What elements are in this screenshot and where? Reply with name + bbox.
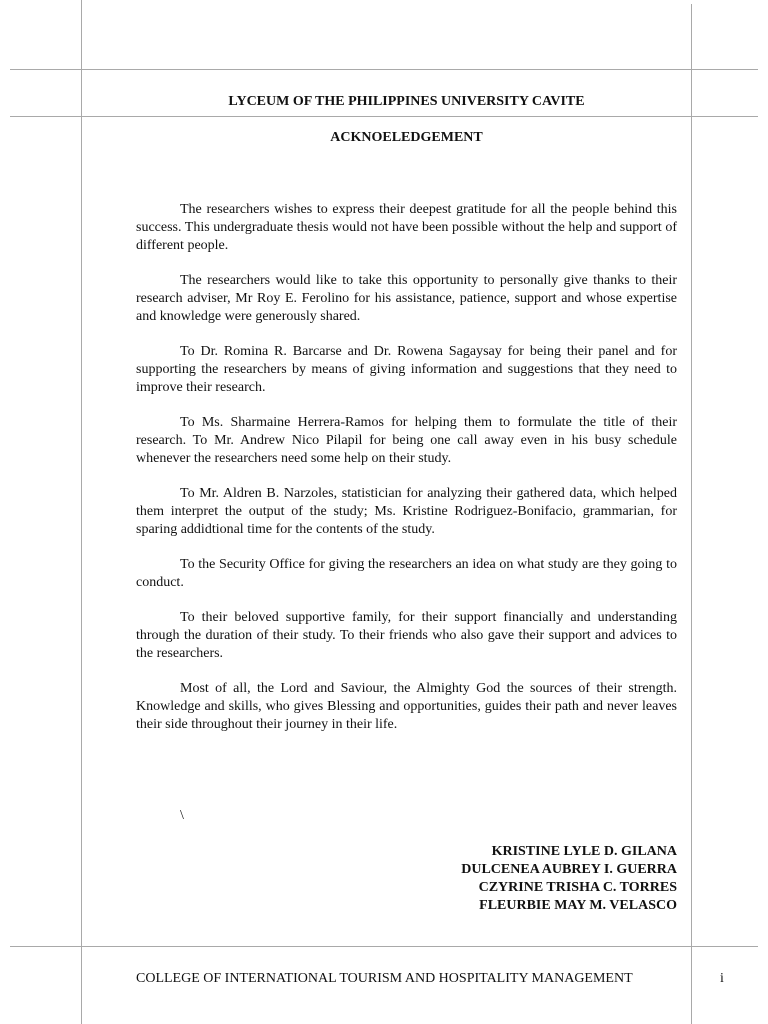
stray-mark: \ xyxy=(180,808,184,823)
paragraph: To their beloved supportive family, for their support financially and understanding through the duration of their study. To their friends who also gave their support and advices to the researchers. xyxy=(136,610,677,661)
footer-line xyxy=(10,946,758,947)
paragraph: Most of all, the Lord and Saviour, the Almighty God the sources of their strength. Knowledge and skills, who gives Blessing and opportunities, guides their path and never leaves their side throughout their journey in their life. xyxy=(136,681,677,732)
signatory-name: CZYRINE TRISHA C. TORRES xyxy=(478,880,677,895)
left-margin-line xyxy=(81,0,82,1024)
page-number: i xyxy=(720,971,724,986)
paragraph: To Ms. Sharmaine Herrera-Ramos for helping them to formulate the title of their research. To Mr. Andrew Nico Pilapil for being one call away even in his busy schedule whenever the researchers need some help on their study. xyxy=(136,415,677,466)
footer-college-name: COLLEGE OF INTERNATIONAL TOURISM AND HOSPITALITY MANAGEMENT xyxy=(136,971,633,986)
signatory-name: KRISTINE LYLE D. GILANA xyxy=(491,844,677,859)
signatory-name: DULCENEA AUBREY I. GUERRA xyxy=(461,862,677,877)
right-margin-line xyxy=(691,4,692,1024)
header-top-line xyxy=(10,69,758,70)
page-title: ACKNOELEDGEMENT xyxy=(330,130,483,145)
paragraph: To the Security Office for giving the researchers an idea on what study are they going to conduct. xyxy=(136,557,677,590)
paragraph: The researchers would like to take this opportunity to personally give thanks to their research adviser, Mr Roy E. Ferolino for his assistance, patience, support and whose expertise and knowledge were generously shared. xyxy=(136,273,677,324)
paragraph: To Dr. Romina R. Barcarse and Dr. Rowena Sagaysay for being their panel and for supporting the researchers by means of giving information and suggestions that they need to improve their research. xyxy=(136,344,677,395)
paragraph: The researchers wishes to express their deepest gratitude for all the people behind this success. This undergraduate thesis would not have been possible without the help and support of different people. xyxy=(136,202,677,253)
signatories-block xyxy=(461,843,677,915)
paragraph: To Mr. Aldren B. Narzoles, statistician for analyzing their gathered data, which helped them interpret the output of the study; Ms. Kristine Rodriguez-Bonifacio, grammarian, for sparing addidtional time for the contents of the study. xyxy=(136,486,677,537)
signatory-name: FLEURBIE MAY M. VELASCO xyxy=(479,898,677,913)
university-name: LYCEUM OF THE PHILIPPINES UNIVERSITY CAVITE xyxy=(228,94,585,109)
header-bottom-line xyxy=(10,116,758,117)
acknowledgement-body xyxy=(136,201,677,751)
